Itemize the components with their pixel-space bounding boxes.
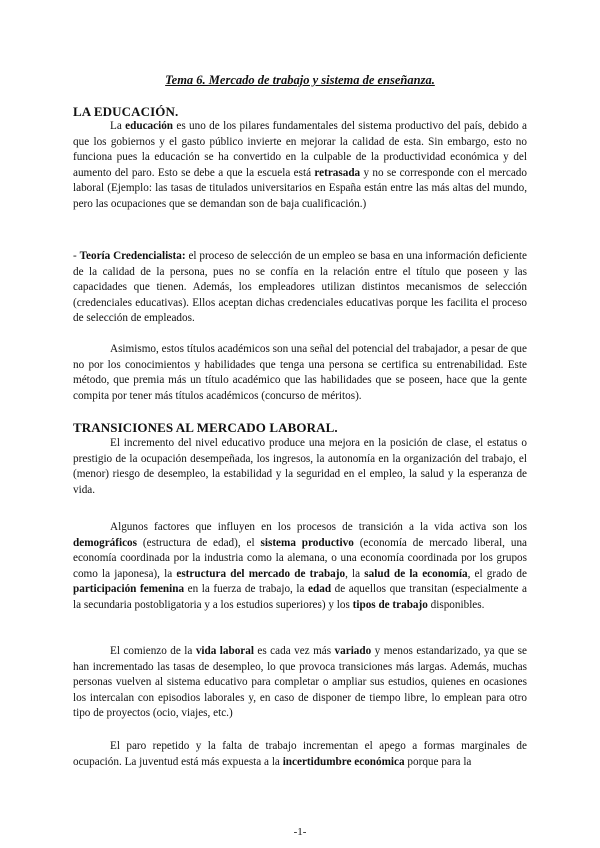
text-run: (economía de mercado liberal, una economía coordinada por la industria como la alemana, o una economía coordinada por los grupos como la japonesa), la bbox=[73, 536, 527, 580]
text-run: El comienzo de la bbox=[110, 645, 196, 657]
bold-term: tipos de trabajo bbox=[352, 598, 428, 611]
text-run: y menos estandarizado, ya que se han incrementado las tasas de desempleo, lo que provoca transiciones más largas. Además, muchas personas vuelven al sistema educativo para completar o ampliar sus estudios, quienes en ocasiones los intercalan con episodios laborales y, en caso de disponer de tiempo libre, lo emplean para otro tipo de proyectos (ocio, viajes, etc.) bbox=[73, 645, 527, 720]
text-run: El paro repetido y la falta de trabajo incrementan el apego a formas marginales de ocupación. La juventud está más expuesta a la bbox=[73, 740, 527, 768]
paragraph bbox=[73, 119, 527, 213]
text-run: es uno de los pilares fundamentales del sistema productivo del país, debido a que los gobiernos y el gasto público invierte en mejorar la calidad de esta. Sin embargo, esto no funciona pues la educación se ha convertido en la culpable de la productividad económica y del aumento del paro. Esto se debe a que la escuela está bbox=[73, 120, 527, 179]
bold-term: demográficos bbox=[73, 536, 138, 549]
paragraph bbox=[73, 520, 527, 614]
text-run: Asimismo, estos títulos académicos son una señal del potencial del trabajador, a pesar de que no por los conocimientos y habilidades que tenga una persona se certifica su entrenabilidad. Este método, que premia más un título académico que las habilidades que se poseen, hace que la gente compita por tener más títulos académicos (concurso de méritos). bbox=[73, 343, 527, 402]
text-run: es cada vez más bbox=[253, 645, 335, 657]
text-run: , la bbox=[345, 567, 365, 580]
page-number: -1- bbox=[293, 826, 307, 838]
text-run: el proceso de selección de un empleo se basa en una información deficiente de la calidad de la persona, pues no se confía en la relación entre el título que poseen y las capacidades que tienen. Además, los empleadores utilizan distintos mecanismos de selección (credenciales educativas). Ellos aceptan dichas credenciales educativas porque les facilita el proceso de selección de empleados. bbox=[73, 250, 527, 325]
text-run: y no se corresponde con el mercado laboral (Ejemplo: las tasas de titulados universitarios en España están entre las más altas del mundo, pero las ocupaciones que se demandan son de baja cualificación.) bbox=[73, 166, 527, 210]
text-run: , el grado de bbox=[467, 567, 527, 580]
text-run: porque para la bbox=[404, 755, 472, 768]
text-run: disponibles. bbox=[427, 598, 485, 611]
paragraph bbox=[73, 644, 527, 722]
bold-term: edad bbox=[308, 583, 332, 596]
bold-term: vida laboral bbox=[195, 645, 254, 657]
bold-term: sistema productivo bbox=[260, 536, 354, 549]
bold-term: incertidumbre económica bbox=[282, 755, 405, 768]
bold-term: salud de la economía bbox=[364, 567, 468, 580]
text-run: - bbox=[73, 250, 80, 262]
text-run: El incremento del nivel educativo produce una mejora en la posición de clase, el estatus o prestigio de la ocupación desempeñada, los ingresos, la autonomía en la organización del trabajo, el (menor) riesgo de desempleo, la estabilidad y la seguridad en el empleo, la salud y la esperanza de vida. bbox=[73, 437, 527, 496]
text-run: La bbox=[110, 120, 126, 132]
paragraph bbox=[73, 436, 527, 498]
bold-term: retrasada bbox=[314, 166, 361, 179]
paragraph bbox=[73, 249, 527, 327]
text-run: en la fuerza de trabajo, la bbox=[184, 583, 309, 596]
bold-term: educación bbox=[125, 120, 174, 132]
bold-term: participación femenina bbox=[73, 583, 185, 596]
bold-term: estructura del mercado de trabajo bbox=[176, 567, 346, 580]
bold-term: variado bbox=[334, 645, 372, 657]
paragraph bbox=[73, 342, 527, 404]
text-run: de aquellos que transitan (especialmente a la secundaria postobligatoria y a los estudios superiores) y los bbox=[73, 583, 527, 611]
paragraph bbox=[73, 739, 527, 770]
section-heading-transiciones: TRANSICIONES AL MERCADO LABORAL. bbox=[73, 420, 338, 435]
text-run: Algunos factores que influyen en los procesos de transición a la vida activa son los bbox=[110, 521, 527, 533]
section-heading-educacion: LA EDUCACIÓN. bbox=[73, 104, 179, 119]
document-title: Tema 6. Mercado de trabajo y sistema de enseñanza. bbox=[165, 73, 435, 87]
bold-term: Teoría Credencialista: bbox=[79, 250, 186, 262]
text-run: (estructura de edad), el bbox=[137, 536, 261, 549]
